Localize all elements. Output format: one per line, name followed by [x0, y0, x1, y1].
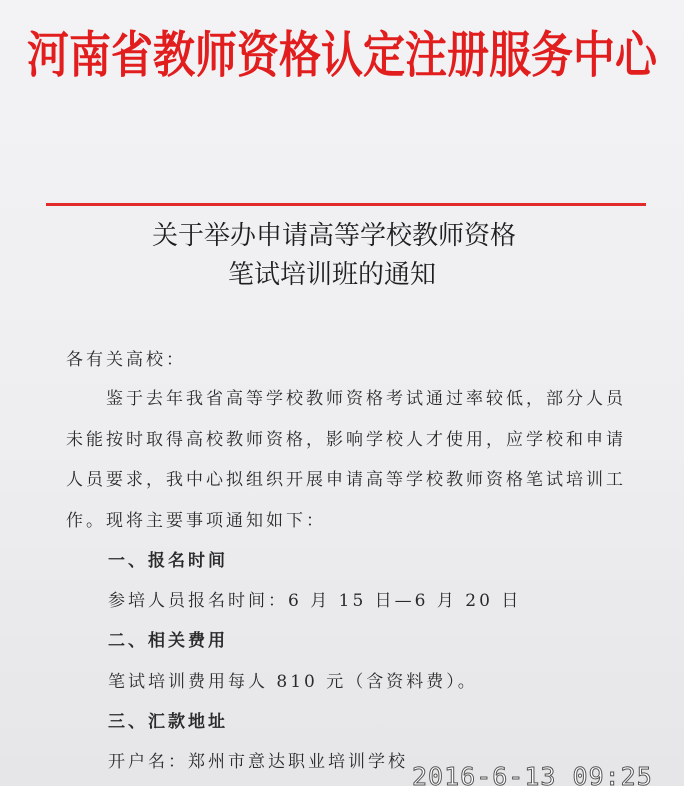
section-heading-fees: 二、相关费用 — [108, 631, 228, 651]
section-text-fees: 笔试培训费用每人 810 元（含资料费）。 — [108, 672, 478, 692]
paragraph-line: 人员要求，我中心拟组织开展申请高等学校教师资格笔试培训工 — [66, 470, 626, 490]
section-text-remittance: 开户名：郑州市意达职业培训学校 — [108, 752, 408, 772]
salutation: 各有关高校： — [66, 350, 186, 370]
section-heading-remittance: 三、汇款地址 — [108, 712, 228, 732]
section-text-registration: 参培人员报名时间：6 月 15 日—6 月 20 日 — [108, 591, 522, 611]
photo-timestamp: 2016-6-13 09:25 — [412, 762, 653, 786]
section-heading-registration: 一、报名时间 — [108, 551, 228, 571]
paragraph-line: 鉴于去年我省高等学校教师资格考试通过率较低，部分人员 — [106, 389, 626, 409]
paragraph-line: 作。现将主要事项通知如下： — [66, 511, 326, 531]
document-title-line-1: 关于举办申请高等学校教师资格 — [151, 221, 516, 251]
organization-header: 河南省教师资格认定注册服务中心 — [26, 25, 657, 84]
document-title-line-2: 笔试培训班的通知 — [227, 260, 436, 290]
paragraph-line: 未能按时取得高校教师资格，影响学校人才使用，应学校和申请 — [66, 430, 626, 450]
header-divider — [46, 203, 646, 206]
